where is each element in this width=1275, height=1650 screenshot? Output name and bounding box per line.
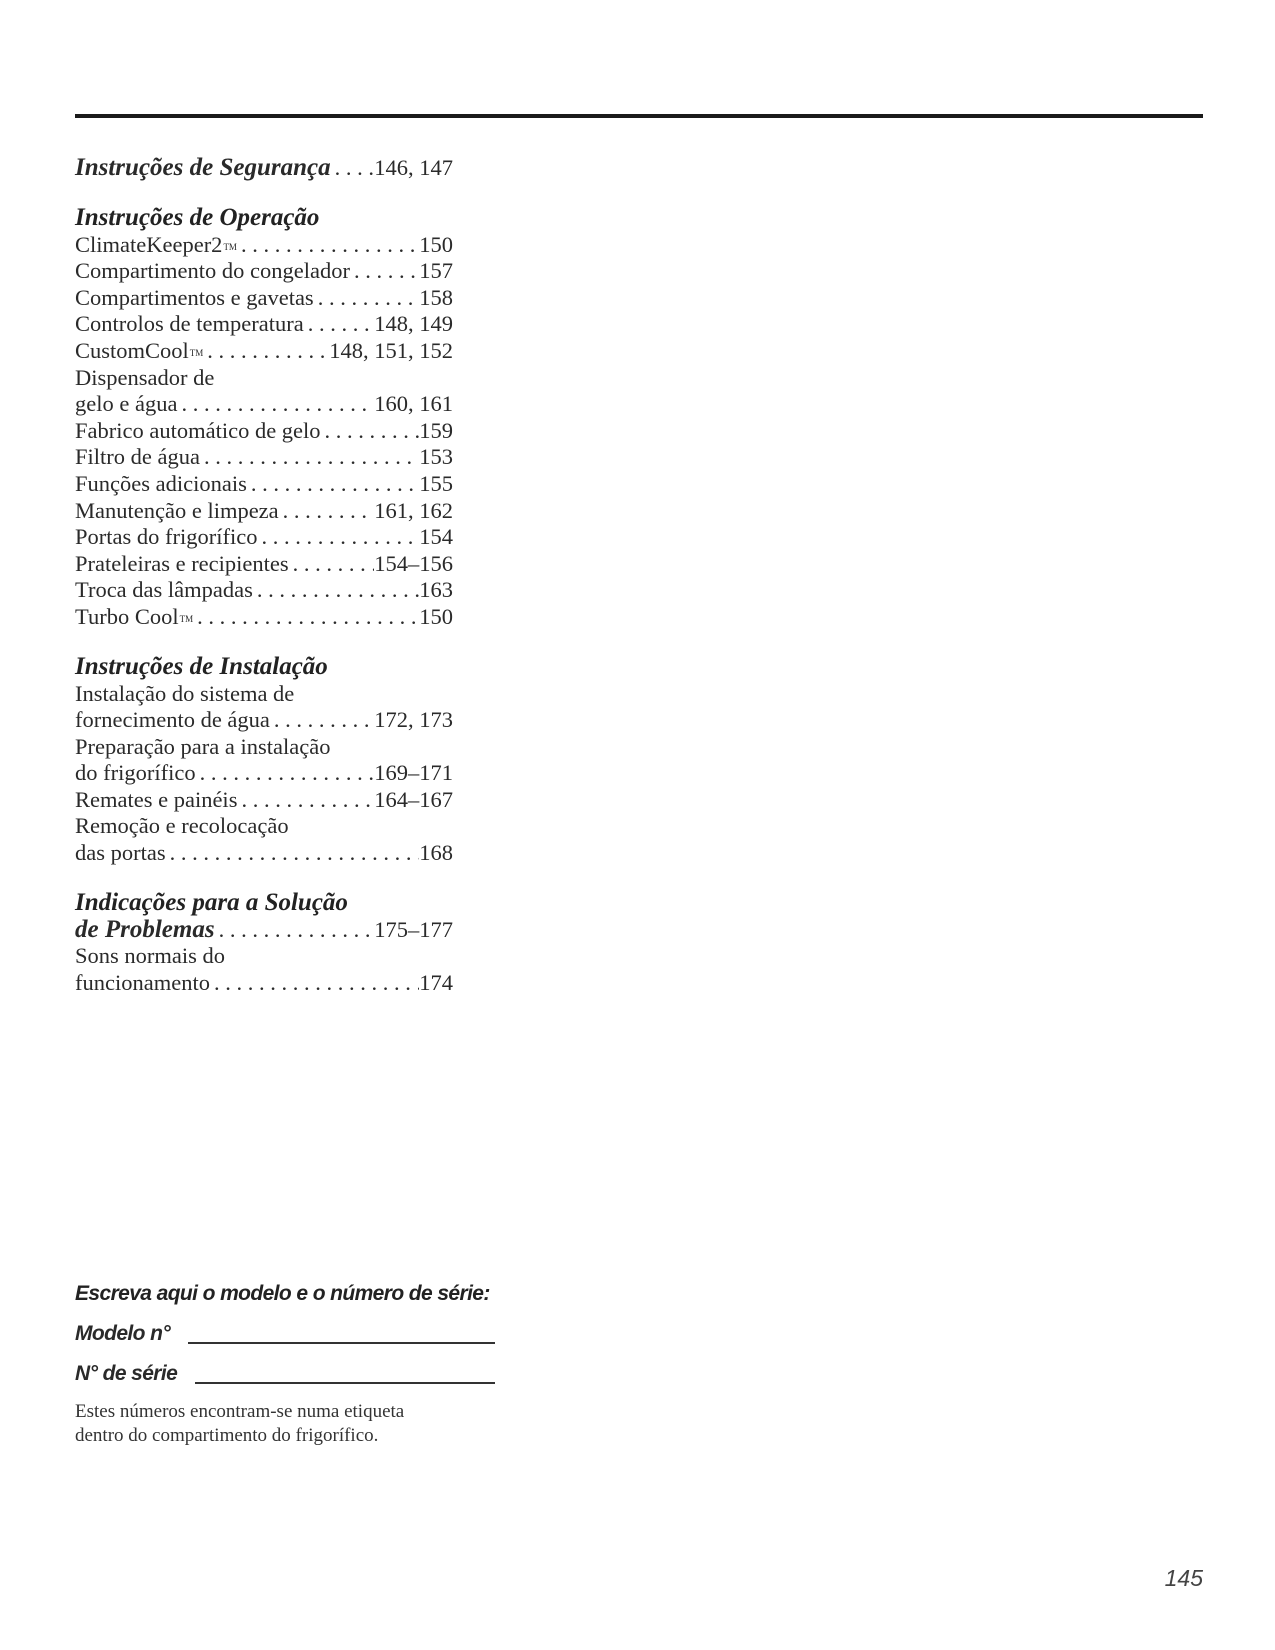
entry-label: fornecimento de água xyxy=(75,707,270,733)
entry-label-line1: Remoção e recolocação xyxy=(75,813,289,839)
section-title-line2: de Problemas xyxy=(75,915,215,943)
page-ref: 150 xyxy=(419,603,453,629)
page-ref: 174 xyxy=(419,969,453,995)
entry-label: Troca das lâmpadas xyxy=(75,577,253,603)
page-ref: 153 xyxy=(419,444,453,470)
page-ref: 155 xyxy=(419,470,453,496)
page-ref: 168 xyxy=(419,840,453,866)
entry-label: gelo e água xyxy=(75,391,178,417)
entry-label: Fabrico automático de gelo xyxy=(75,417,321,443)
model-label: Modelo n° xyxy=(75,1322,171,1345)
top-rule xyxy=(75,114,1203,118)
section-title: Instruções de Segurança xyxy=(75,154,331,181)
serial-label: N° de série xyxy=(75,1362,178,1385)
model-number-field[interactable] xyxy=(188,1322,495,1344)
toc-section-troubleshooting xyxy=(75,917,453,944)
toc-entry xyxy=(75,338,453,365)
entry-label: do frigorífico xyxy=(75,760,196,786)
toc-entry xyxy=(75,311,453,338)
page-ref: 169–171 xyxy=(374,760,453,786)
entry-label: Remates e painéis xyxy=(75,786,238,812)
serial-number-field[interactable] xyxy=(195,1362,495,1384)
note-line: dentro do compartimento do frigorífico. xyxy=(75,1425,379,1446)
toc-entry xyxy=(75,498,453,525)
entry-label-line1: Dispensador de xyxy=(75,364,215,390)
toc-entry xyxy=(75,970,453,997)
table-of-contents xyxy=(75,155,453,996)
note-line: Estes números encontram-se numa etiqueta xyxy=(75,1401,405,1422)
entry-label-line1: Preparação para a instalação xyxy=(75,733,331,759)
entry-label: Portas do frigorífico xyxy=(75,524,258,550)
page-number: 145 xyxy=(1164,1565,1203,1591)
toc-entry xyxy=(75,285,453,312)
toc-entry xyxy=(75,707,453,734)
toc-entry xyxy=(75,444,453,471)
toc-entry xyxy=(75,760,453,787)
page-ref: 163 xyxy=(419,577,453,603)
page-ref: 160, 161 xyxy=(374,391,453,417)
page-ref: 159 xyxy=(419,417,453,443)
page-ref: 154 xyxy=(419,524,453,550)
entry-label: Funções adicionais xyxy=(75,470,247,496)
page-ref: 158 xyxy=(419,284,453,310)
toc-entry xyxy=(75,418,453,445)
entry-label: Compartimentos e gavetas xyxy=(75,284,314,310)
form-heading: Escreva aqui o modelo e o número de série: xyxy=(75,1282,490,1305)
page-ref: 172, 173 xyxy=(374,707,453,733)
toc-entry xyxy=(75,577,453,604)
page-ref: 161, 162 xyxy=(374,497,453,523)
toc-entry xyxy=(75,391,453,418)
page-ref: 146, 147 xyxy=(374,155,453,180)
trademark-mark: TM xyxy=(189,347,204,358)
toc-entry xyxy=(75,840,453,867)
page-ref: 175–177 xyxy=(374,916,453,942)
model-serial-form xyxy=(75,1282,495,1448)
toc-entry xyxy=(75,471,453,498)
entry-label: Filtro de água xyxy=(75,444,200,470)
page-ref: 150 xyxy=(419,231,453,257)
page-ref: 148, 149 xyxy=(374,311,453,337)
section-title-operation: Instruções de Operação xyxy=(75,203,320,231)
trademark-mark: TM xyxy=(179,613,194,624)
entry-label: CustomCool xyxy=(75,337,189,363)
toc-entry xyxy=(75,551,453,578)
model-row xyxy=(75,1322,495,1346)
trademark-mark: TM xyxy=(223,241,237,252)
entry-label: Compartimento do congelador xyxy=(75,258,350,284)
entry-label: Turbo Cool xyxy=(75,603,179,629)
page-ref: 164–167 xyxy=(374,786,453,812)
toc-entry xyxy=(75,232,453,259)
serial-row xyxy=(75,1362,495,1386)
entry-label-line1: Sons normais do xyxy=(75,943,226,969)
entry-label: Manutenção e limpeza xyxy=(75,497,279,523)
entry-label-line1: Instalação do sistema de xyxy=(75,680,295,706)
page-ref: 154–156 xyxy=(374,550,453,576)
form-note xyxy=(75,1400,495,1448)
page-ref: 157 xyxy=(419,258,453,284)
page-ref: 148, 151, 152 xyxy=(329,337,453,363)
section-title-installation: Instruções de Instalação xyxy=(75,652,328,680)
section-title-troubleshooting: Indicações para a Solução xyxy=(75,888,348,916)
entry-label: ClimateKeeper2 xyxy=(75,231,223,257)
toc-section-safety xyxy=(75,155,453,182)
entry-label: funcionamento xyxy=(75,969,210,995)
entry-label: Prateleiras e recipientes xyxy=(75,550,289,576)
toc-entry xyxy=(75,258,453,285)
entry-label: Controlos de temperatura xyxy=(75,311,304,337)
entry-label: das portas xyxy=(75,840,166,866)
toc-entry xyxy=(75,604,453,631)
toc-entry xyxy=(75,787,453,814)
toc-entry xyxy=(75,524,453,551)
